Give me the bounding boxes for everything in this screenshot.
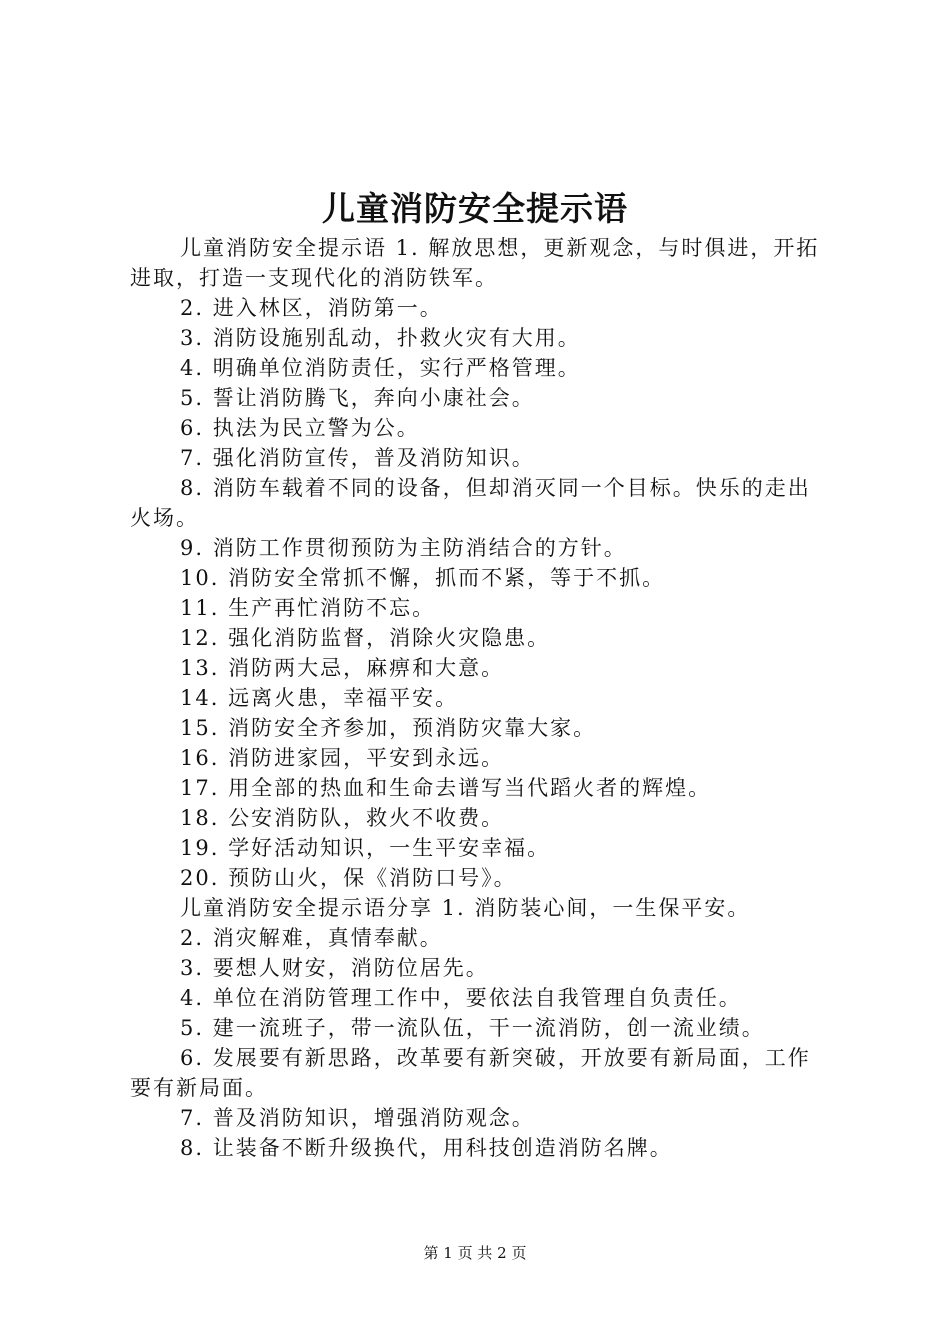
paragraph: 8. 消防车载着不同的设备，但却消灭同一个目标。快乐的走出火场。 <box>130 476 811 530</box>
paragraph: 6. 执法为民立警为公。 <box>180 416 420 440</box>
document-body <box>130 233 830 1163</box>
paragraph: 18. 公安消防队，救火不收费。 <box>180 806 505 830</box>
document-title: 儿童消防安全提示语 <box>322 189 628 228</box>
paragraph: 9. 消防工作贯彻预防为主防消结合的方针。 <box>180 536 627 560</box>
paragraph: 5. 誓让消防腾飞，奔向小康社会。 <box>180 386 535 410</box>
paragraph: 2. 进入林区，消防第一。 <box>180 296 443 320</box>
paragraph: 7. 强化消防宣传，普及消防知识。 <box>180 446 535 470</box>
page-number-footer: 第 1 页 共 2 页 <box>423 1244 527 1262</box>
paragraph: 3. 消防设施别乱动，扑救火灾有大用。 <box>180 326 581 350</box>
paragraph: 14. 远离火患，幸福平安。 <box>180 686 459 710</box>
paragraph: 10. 消防安全常抓不懈，抓而不紧，等于不抓。 <box>180 566 666 590</box>
paragraph: 16. 消防进家园，平安到永远。 <box>180 746 505 770</box>
paragraph: 4. 单位在消防管理工作中，要依法自我管理自负责任。 <box>180 986 742 1010</box>
paragraph: 4. 明确单位消防责任，实行严格管理。 <box>180 356 581 380</box>
paragraph: 7. 普及消防知识，增强消防观念。 <box>180 1106 535 1130</box>
paragraph: 儿童消防安全提示语分享 1. 消防装心间，一生保平安。 <box>180 896 751 920</box>
paragraph: 15. 消防安全齐参加，预消防灾靠大家。 <box>180 716 597 740</box>
paragraph: 6. 发展要有新思路，改革要有新突破，开放要有新局面，工作要有新局面。 <box>130 1046 811 1100</box>
paragraph: 5. 建一流班子，带一流队伍，干一流消防，创一流业绩。 <box>180 1016 765 1040</box>
paragraph: 8. 让装备不断升级换代，用科技创造消防名牌。 <box>180 1136 673 1160</box>
paragraph: 儿童消防安全提示语 1. 解放思想，更新观念，与时俱进，开拓进取，打造一支现代化的消防铁军。 <box>130 236 820 290</box>
paragraph: 19. 学好活动知识，一生平安幸福。 <box>180 836 551 860</box>
paragraph: 12. 强化消防监督，消除火灾隐患。 <box>180 626 551 650</box>
paragraph: 11. 生产再忙消防不忘。 <box>180 596 436 620</box>
paragraph: 3. 要想人财安，消防位居先。 <box>180 956 489 980</box>
paragraph: 13. 消防两大忌，麻痹和大意。 <box>180 656 505 680</box>
paragraph: 2. 消灾解难，真情奉献。 <box>180 926 443 950</box>
paragraph: 17. 用全部的热血和生命去谱写当代蹈火者的辉煌。 <box>180 776 712 800</box>
paragraph: 20. 预防山火，保《消防口号》。 <box>180 866 517 890</box>
